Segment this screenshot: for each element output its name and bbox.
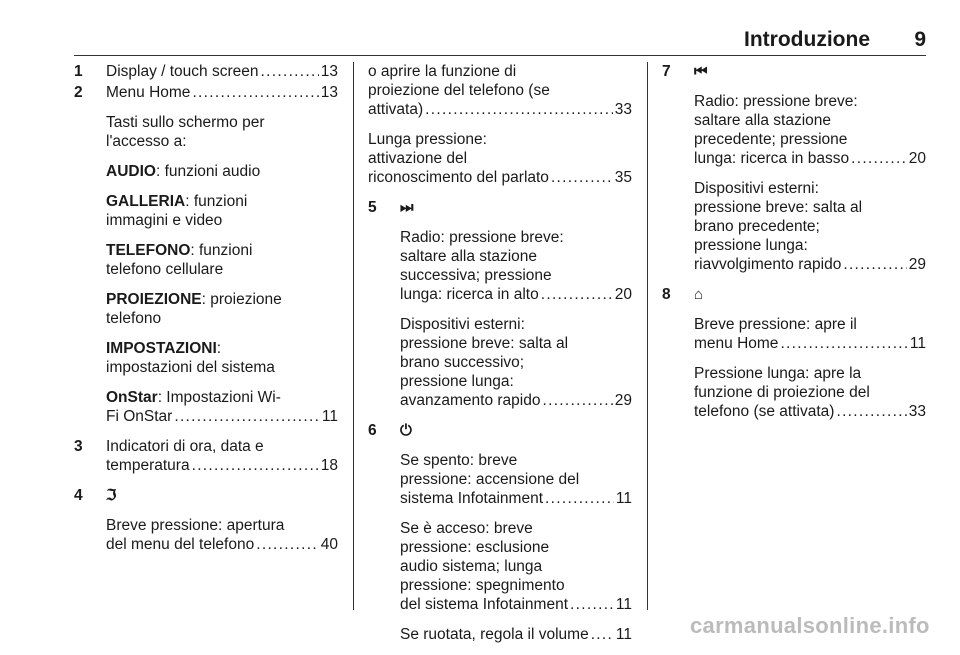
entry-number: 5: [368, 199, 377, 216]
continued-text: o aprire la funzione di proiezione del telefono (se attivata) . . . 33: [368, 62, 632, 119]
column-divider-2: [647, 62, 648, 610]
header-rule: [74, 55, 926, 56]
entry-number: 2: [74, 84, 83, 101]
home-icon: ⌂: [694, 286, 704, 303]
long-press-text: Lunga pressione: attivazione del riconoscimento del parlato . . . 35: [368, 130, 632, 187]
impostazioni-item: IMPOSTAZIONI: impostazioni del sistema: [106, 340, 275, 376]
page-ref: 33: [908, 403, 926, 420]
external-devices-text: Dispositivi esterni: pressione breve: salta al brano successivo; pressione lunga: avanzamento rapido . . . 29: [400, 315, 632, 410]
entry-number: 6: [368, 422, 377, 439]
radio-text: Radio: pressione breve: saltare alla stazione successiva; pressione lunga: ricerca in alto . . . 20: [400, 228, 632, 304]
entry-6: [368, 421, 632, 644]
page-ref: 11: [615, 596, 632, 613]
entry-1: [74, 62, 338, 81]
page-title: Introduzione: [744, 28, 870, 51]
entry-2: [74, 83, 338, 426]
entry-number: 3: [74, 438, 83, 455]
proiezione-item: PROIEZIONE: proiezione telefono: [106, 291, 282, 327]
external-devices-text: Dispositivi esterni: pressione breve: salta al brano precedente; pressione lunga: riavvolgimento rapido . . . 29: [694, 179, 926, 274]
power-icon: ⏻: [400, 422, 412, 439]
page-ref: 18: [320, 457, 338, 474]
power-on-text: Se è acceso: breve pressione: esclusione audio sistema; lunga pressione: spegnimento del sistema Infotainment . . . 11: [400, 519, 632, 614]
previous-track-icon: ⏮: [694, 63, 708, 80]
page-ref: 11: [615, 490, 632, 507]
galleria-item: GALLERIA: funzioni immagini e video: [106, 193, 248, 229]
entry-3: 3 Indicatori di ora, data e temperatura . . . 18: [74, 437, 338, 475]
page-ref: 40: [320, 536, 338, 553]
column-1: [74, 62, 338, 565]
page-ref: 11: [909, 335, 926, 352]
next-track-icon: ⏭: [400, 199, 414, 216]
telefono-item: TELEFONO: funzioni telefono cellulare: [106, 242, 253, 278]
column-divider-1: [353, 62, 354, 610]
power-off-text: Se spento: breve pressione: accensione del sistema Infotainment . . . 11: [400, 451, 632, 508]
entry-7: [662, 62, 926, 274]
page-ref: 35: [614, 169, 632, 186]
entry-8: [662, 285, 926, 421]
page-ref: 13: [320, 63, 338, 80]
entry-text: Display / touch screen: [106, 63, 259, 80]
column-3: [662, 62, 926, 432]
entry-number: 7: [662, 63, 671, 80]
page-ref: 11: [615, 626, 632, 643]
audio-item: AUDIO: funzioni audio: [106, 163, 261, 180]
page-ref: 33: [614, 101, 632, 118]
page-ref: 20: [614, 286, 632, 303]
page-header: [0, 27, 960, 53]
page-number: 9: [914, 28, 926, 51]
entry-number: 4: [74, 487, 83, 504]
onstar-item: OnStar: Impostazioni Wi- Fi OnStar . . . 11: [106, 388, 338, 426]
page-ref: 29: [908, 256, 926, 273]
entry-number: 1: [74, 63, 83, 80]
phone-icon: ℑ: [106, 487, 117, 504]
entry-4: 4 ℑ Breve pressione: apertura del menu del telefono . . . 40: [74, 486, 338, 554]
entry-text: Menu Home: [106, 84, 191, 101]
entry-number: 8: [662, 286, 671, 303]
page-ref: 20: [908, 150, 926, 167]
short-press-text: Breve pressione: apre il menu Home . . . 11: [694, 315, 926, 353]
long-press-text: Pressione lunga: apre la funzione di proiezione del telefono (se attivata) . . . 33: [694, 364, 926, 421]
intro-text: Tasti sullo schermo per l'accesso a:: [106, 114, 265, 150]
column-2: [368, 62, 632, 655]
page-ref: 13: [320, 84, 338, 101]
radio-text: Radio: pressione breve: saltare alla stazione precedente; pressione lunga: ricerca in basso . . . 20: [694, 92, 926, 168]
volume-text: Se ruotata, regola il volume . . . 11: [400, 625, 632, 644]
watermark: carmanualsonline.info: [690, 613, 930, 638]
entry-5: [368, 198, 632, 410]
page-ref: 11: [321, 408, 338, 425]
page-ref: 29: [614, 392, 632, 409]
